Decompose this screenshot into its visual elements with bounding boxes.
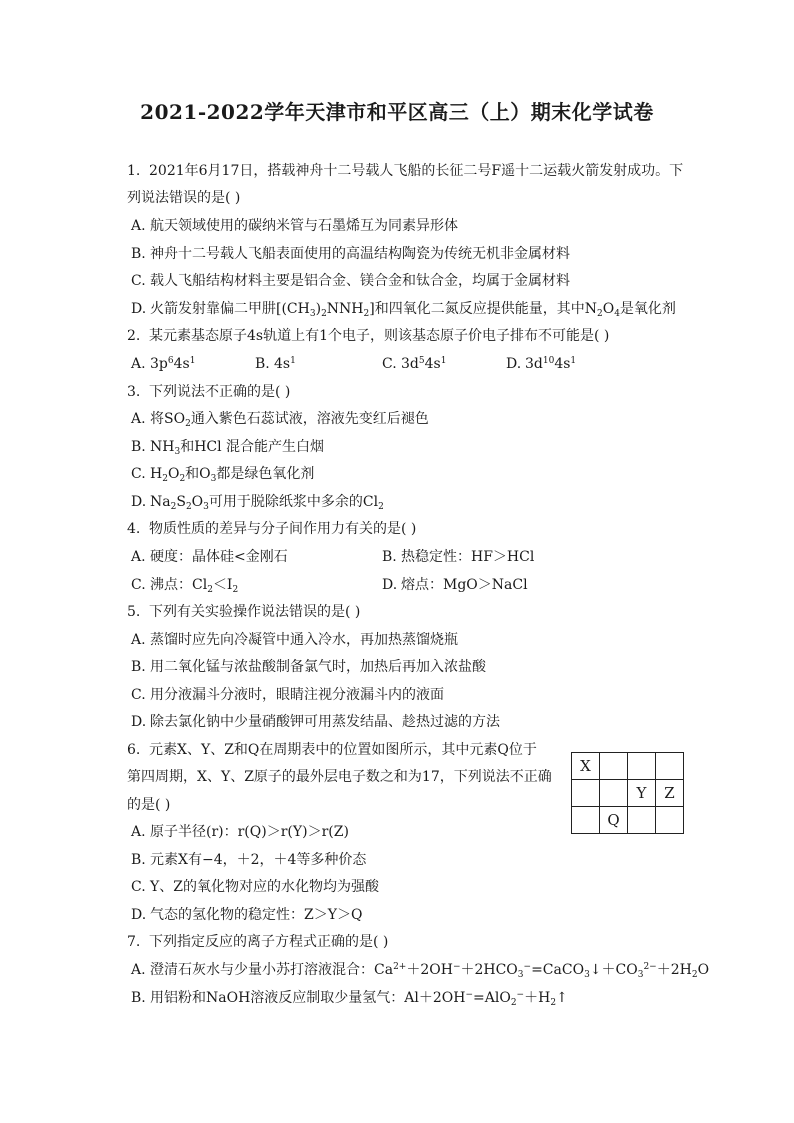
q2-option-c[interactable]: C. $3d^54s^1$ bbox=[382, 356, 447, 372]
periodic-table-fragment bbox=[571, 752, 684, 834]
grid-cell: Z bbox=[656, 780, 684, 807]
grid-cell bbox=[628, 807, 656, 834]
q1-option-b[interactable]: B. 神舟十二号载人飞船表面使用的高温结构陶瓷为传统无机非金属材料 bbox=[131, 246, 570, 262]
question-4-stem: 4. 物质性质的差异与分子间作用力有关的是( ) bbox=[127, 521, 417, 537]
grid-cell bbox=[600, 753, 628, 780]
q4-option-d[interactable]: D. 熔点：MgO＞NaCl bbox=[382, 577, 528, 593]
q4-option-b[interactable]: B. 热稳定性：HF＞HCl bbox=[382, 549, 535, 565]
question-6-stem-cont: 第四周期，X、Y、Z原子的最外层电子数之和为17，下列说法不正确 bbox=[127, 769, 552, 785]
q6-option-c[interactable]: C. Y、Z的氧化物对应的水化物均为强酸 bbox=[131, 879, 379, 895]
q7-option-b[interactable]: B. 用铝粉和NaOH溶液反应制取少量氢气：$Al+2OH^-=AlO_2^-+H_2↑$ bbox=[131, 990, 568, 1008]
q3-option-d[interactable]: D. $Na_2S_2O_3$可用于脱除纸浆中多余的$Cl_2$ bbox=[131, 494, 384, 512]
grid-cell: X bbox=[572, 753, 600, 780]
q6-option-a[interactable]: A. 原子半径(r)：r(Q)＞r(Y)＞r(Z) bbox=[131, 824, 349, 840]
q6-option-d[interactable]: D. 气态的氢化物的稳定性：Z＞Y＞Q bbox=[131, 907, 363, 923]
question-2-stem: 2. 某元素基态原子4s轨道上有1个电子，则该基态原子价电子排布不可能是( ) bbox=[127, 328, 610, 344]
q1-option-d[interactable]: D. 火箭发射靠偏二甲肼$[(CH_3)_2NNH_2]$和四氧化二氮反应提供能量，其中$N_2O_4$是氧化剂 bbox=[131, 301, 676, 319]
q3-option-b[interactable]: B. $NH_3$和HCl 混合能产生白烟 bbox=[131, 439, 325, 457]
question-1-stem-cont: 列说法错误的是( ) bbox=[127, 190, 241, 206]
grid-cell bbox=[600, 780, 628, 807]
grid-cell bbox=[572, 780, 600, 807]
grid-cell: Q bbox=[600, 807, 628, 834]
q4-option-a[interactable]: A. 硬度：晶体硅<金刚石 bbox=[131, 549, 288, 565]
q5-option-c[interactable]: C. 用分液漏斗分液时，眼睛注视分液漏斗内的液面 bbox=[131, 687, 444, 703]
q2-option-d[interactable]: D. $3d^{10}4s^1$ bbox=[506, 356, 577, 372]
grid-cell bbox=[656, 753, 684, 780]
q6-option-b[interactable]: B. 元素X有−4，＋2，＋4等多种价态 bbox=[131, 852, 367, 868]
grid-cell bbox=[656, 807, 684, 834]
q1-option-c[interactable]: C. 载人飞船结构材料主要是铝合金、镁合金和钛合金，均属于金属材料 bbox=[131, 273, 570, 289]
q5-option-b[interactable]: B. 用二氧化锰与浓盐酸制备氯气时，加热后再加入浓盐酸 bbox=[131, 659, 486, 675]
q2-option-a[interactable]: A. $3p^64s^1$ bbox=[131, 356, 196, 372]
question-6-stem: 6. 元素X、Y、Z和Q在周期表中的位置如图所示，其中元素Q位于 bbox=[127, 742, 537, 758]
grid-cell bbox=[628, 753, 656, 780]
q5-option-d[interactable]: D. 除去氯化钠中少量硝酸钾可用蒸发结晶、趁热过滤的方法 bbox=[131, 714, 500, 730]
question-5-stem: 5. 下列有关实验操作说法错误的是( ) bbox=[127, 604, 361, 620]
q7-option-a[interactable]: A. 澄清石灰水与少量小苏打溶液混合：$Ca^{2+}+2OH^-+2HCO_3^-=CaCO_3↓+CO_3^{2-}+2H_2O$ bbox=[131, 962, 710, 980]
question-6-stem-end: 的是( ) bbox=[127, 797, 171, 813]
q3-option-c[interactable]: C. $H_2O_2$和$O_3$都是绿色氧化剂 bbox=[131, 466, 315, 484]
q1-option-a[interactable]: A. 航天领域使用的碳纳米管与石墨烯互为同素异形体 bbox=[131, 218, 458, 234]
grid-cell: Y bbox=[628, 780, 656, 807]
grid-cell bbox=[572, 807, 600, 834]
question-number: 1. bbox=[127, 163, 141, 179]
page-title: 2021-2022学年天津市和平区高三（上）期末化学试卷 bbox=[140, 100, 654, 124]
q3-option-a[interactable]: A. 将$SO_2$通入紫色石蕊试液，溶液先变红后褪色 bbox=[131, 411, 429, 429]
question-1-stem: 1. 2021年6月17日，搭载神舟十二号载人飞船的长征二号F遥十二运载火箭发射成功。下 bbox=[127, 163, 684, 179]
q5-option-a[interactable]: A. 蒸馏时应先向冷凝管中通入冷水，再加热蒸馏烧瓶 bbox=[131, 632, 458, 648]
q4-option-c[interactable]: C. 沸点：$Cl_2<I_2$ bbox=[131, 577, 239, 595]
question-3-stem: 3. 下列说法不正确的是( ) bbox=[127, 384, 291, 400]
q2-option-b[interactable]: B. $4s^1$ bbox=[255, 356, 296, 372]
question-7-stem: 7. 下列指定反应的离子方程式正确的是( ) bbox=[127, 934, 389, 950]
